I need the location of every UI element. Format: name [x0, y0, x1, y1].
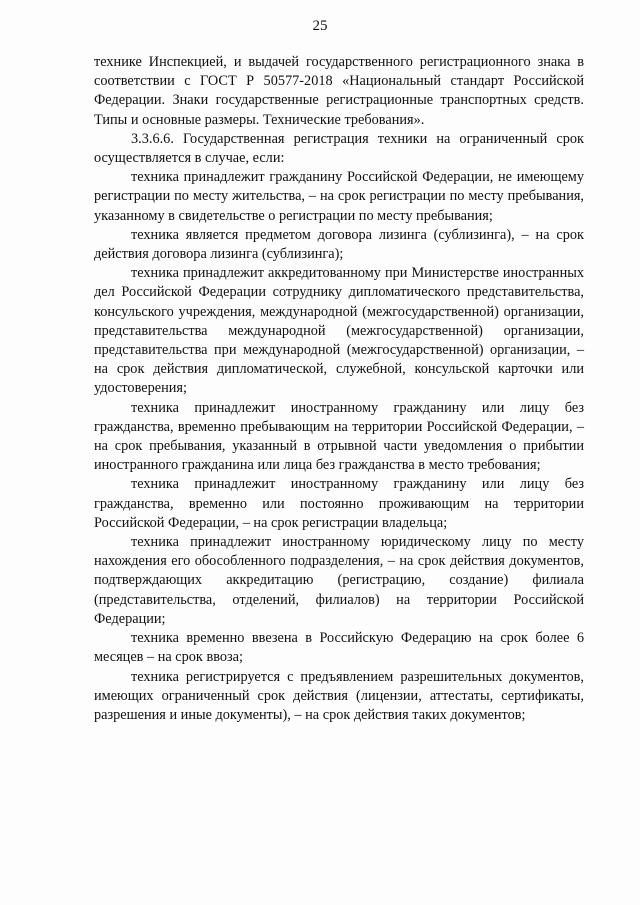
- paragraph-continuation: технике Инспекцией, и выдачей государственного регистрационного знака в соответствии с ГОСТ Р 50577-2018 «Национальный стандарт Российской Федерации. Знаки государственные регистрационные транспортных средств. Типы и основные размеры. Технические требования».: [94, 54, 584, 128]
- paragraph-case-permit-documents: техника регистрируется с предъявлением разрешительных документов, имеющих ограниченный срок действия (лицензии, аттестаты, сертификаты, разрешения и иные документы), – на срок действия таких документов;: [94, 668, 584, 723]
- paragraph-case-leasing: техника является предметом договора лизинга (сублизинга), – на срок действия договора лизинга (сублизинга);: [94, 226, 584, 263]
- paragraph-case-foreign-legal-entity: техника принадлежит иностранному юридическому лицу по месту нахождения его обособленного подразделения, – на срок действия документов, подтверждающих аккредитацию (регистрацию, создание) филиала (представительства, отделений, филиалов) на территории Российской Федерации;: [94, 534, 584, 627]
- paragraph-case-foreign-resident: техника принадлежит иностранному гражданину или лицу без гражданства, временно или постоянно проживающим на территории Российской Федерации, – на срок регистрации владельца;: [94, 476, 584, 531]
- paragraph-case-diplomatic-staff: техника принадлежит аккредитованному при Министерстве иностранных дел Российской Федерации сотруднику дипломатического представительства, консульского учреждения, международной (межгосударственной) организации, представительства международной (межгосударственной) организации, представительства при международной (межгосударственной) организации, – на срок действия дипломатической, служебной, консульской карточки или удостоверения;: [94, 265, 584, 397]
- paragraph-case-temporary-foreign-stay: техника принадлежит иностранному гражданину или лицу без гражданства, временно пребывающим на территории Российской Федерации, – на срок пребывания, указанный в отрывной части уведомления о прибытии иностранного гражданина или лица без гражданства в место требования;: [94, 399, 584, 474]
- document-body: [94, 53, 584, 725]
- page-number: 25: [312, 18, 328, 34]
- paragraph-case-no-residence-registration: техника принадлежит гражданину Российской Федерации, не имеющему регистрации по месту жительства, – на срок регистрации по месту пребывания, указанному в свидетельстве о регистрации по месту пребывания;: [94, 169, 584, 224]
- paragraph-case-temporary-import: техника временно ввезена в Российскую Федерацию на срок более 6 месяцев – на срок ввоза;: [94, 630, 584, 666]
- paragraph-clause-3-3-6-6: 3.3.6.6. Государственная регистрация техники на ограниченный срок осуществляется в случае, если:: [94, 130, 584, 167]
